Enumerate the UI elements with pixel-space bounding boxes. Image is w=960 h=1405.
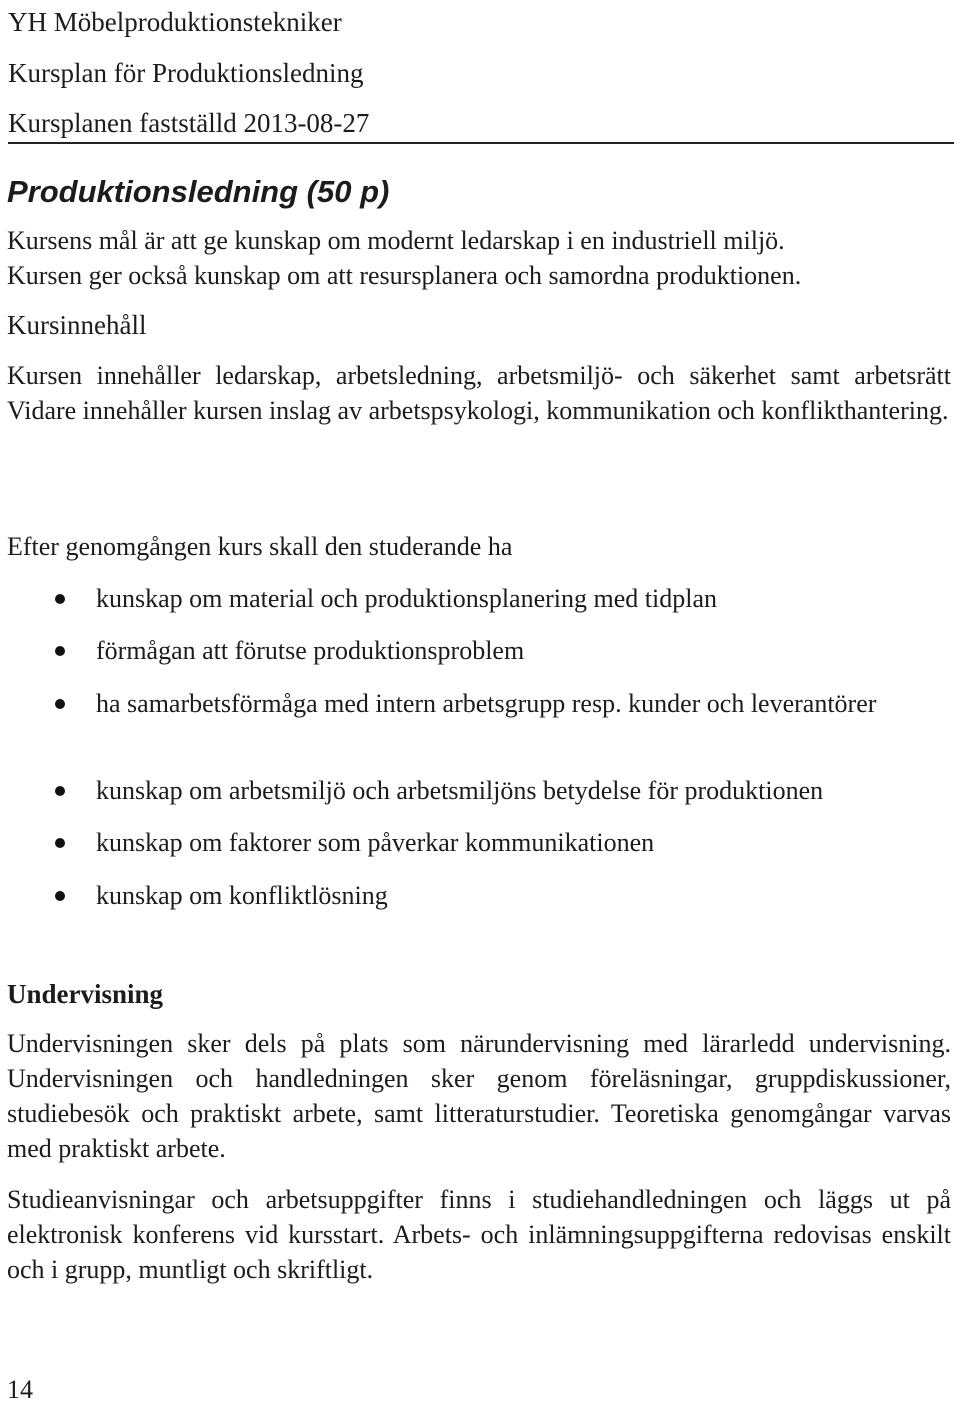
content-paragraph: Kursen innehåller ledarskap, arbetsledning, arbetsmiljö- och säkerhet samt arbetsrätt Vidare innehåller kursen inslag av arbetspsykologi, kommunikation och konflikthantering. bbox=[7, 361, 951, 425]
list-item-text: ha samarbetsförmåga med intern arbetsgrupp resp. kunder och leverantörer bbox=[96, 689, 877, 718]
bullet-icon bbox=[55, 699, 65, 709]
course-goal-line-2: Kursen ger också kunskap om att resursplanera och samordna produktionen. bbox=[7, 261, 802, 290]
established-date: Kursplanen fastställd 2013-08-27 bbox=[8, 108, 370, 138]
list-item-text: kunskap om material och produktionsplanering med tidplan bbox=[96, 584, 717, 613]
list-item-text: kunskap om konfliktlösning bbox=[96, 881, 388, 910]
teaching-heading: Undervisning bbox=[7, 979, 164, 1009]
course-title: Produktionsledning (50 p) bbox=[7, 174, 390, 209]
list-item bbox=[96, 581, 951, 616]
list-item bbox=[96, 878, 951, 913]
bullet-icon bbox=[55, 594, 65, 604]
list-item bbox=[96, 633, 951, 668]
program-name: YH Möbelproduktionstekniker bbox=[8, 7, 342, 37]
course-goal-line-1: Kursens mål är att ge kunskap om modernt ledarskap i en industriell miljö. bbox=[7, 226, 785, 255]
list-item bbox=[96, 825, 951, 860]
course-plan-title: Kursplan för Produktionsledning bbox=[8, 58, 364, 88]
outcomes-intro: Efter genomgången kurs skall den studerande ha bbox=[7, 532, 513, 561]
bullet-icon bbox=[55, 838, 65, 848]
teaching-paragraph-2: Studieanvisningar och arbetsuppgifter finns i studiehandledningen och läggs ut på elektronisk konferens vid kursstart. Arbets- och inlämningsuppgifterna redovisas enskilt och i grupp, muntligt och skriftligt. bbox=[7, 1185, 951, 1284]
teaching-paragraph-1: Undervisningen sker dels på plats som närundervisning med lärarledd undervisning. Undervisningen och handledningen sker genom föreläsningar, gruppdiskussioner, studiebesök och praktiskt arbete, samt litteraturstudier. Teoretiska genomgångar varvas med praktiskt arbete. bbox=[7, 1029, 951, 1163]
bullet-icon bbox=[55, 646, 65, 656]
content-heading: Kursinnehåll bbox=[7, 310, 147, 340]
page-header bbox=[8, 0, 954, 144]
list-item-text: kunskap om faktorer som påverkar kommunikationen bbox=[96, 828, 655, 857]
list-item bbox=[96, 686, 951, 721]
list-item-text: kunskap om arbetsmiljö och arbetsmiljöns betydelse för produktionen bbox=[96, 776, 824, 805]
bullet-icon bbox=[55, 891, 65, 901]
list-item bbox=[96, 773, 951, 808]
page-number: 14 bbox=[7, 1375, 33, 1404]
list-item-text: förmågan att förutse produktionsproblem bbox=[96, 636, 525, 665]
bullet-icon bbox=[55, 786, 65, 796]
